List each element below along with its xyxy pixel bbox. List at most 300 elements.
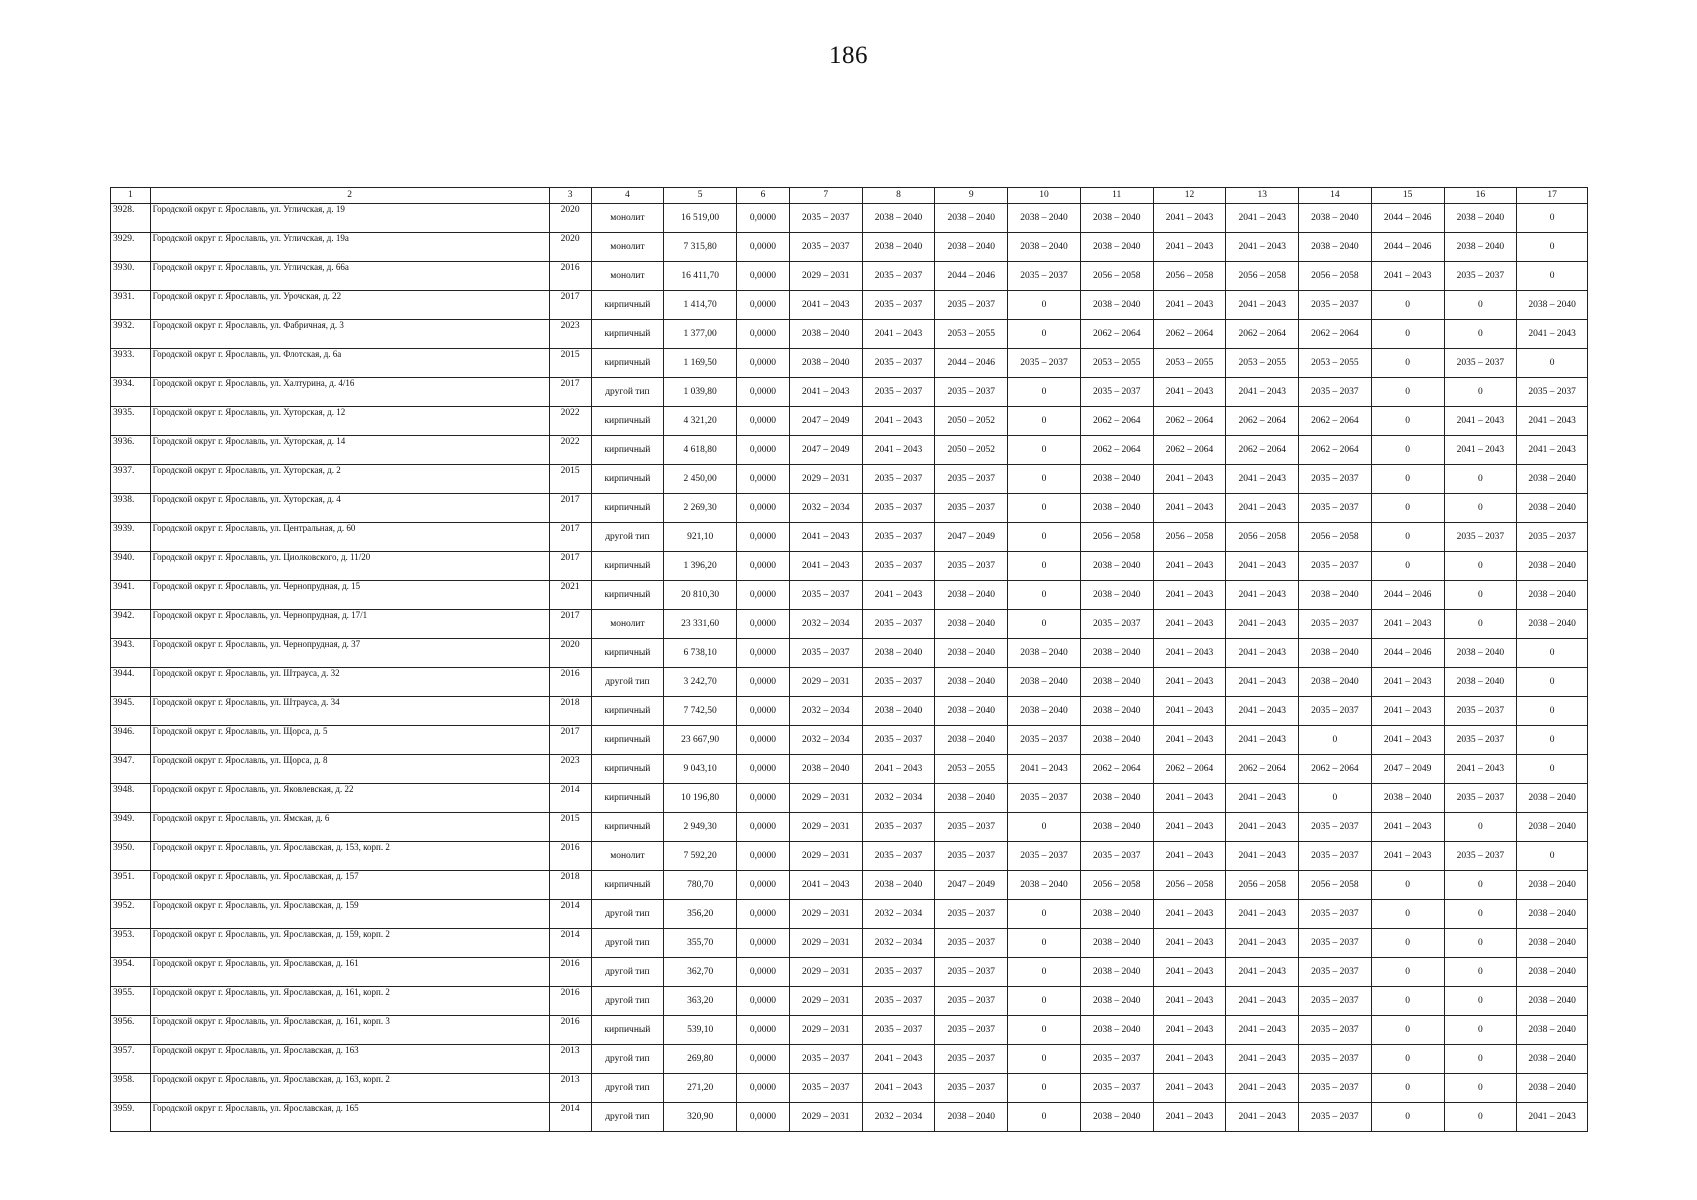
table-cell: 0: [1008, 494, 1081, 523]
table-cell: 2014: [549, 784, 591, 813]
row-number-cell: 3946.: [111, 726, 151, 755]
table-cell: 2035 – 2037: [1299, 842, 1372, 871]
table-row: [111, 987, 1588, 1016]
table-cell: 2041 – 2043: [1153, 929, 1226, 958]
address-cell: Городской округ г. Ярославль, ул. Ярославская, д. 163: [150, 1045, 549, 1074]
address-cell: Городской округ г. Ярославль, ул. Чернопрудная, д. 17/1: [150, 610, 549, 639]
table-cell: 2035 – 2037: [862, 291, 935, 320]
table-cell: 3 242,70: [664, 668, 737, 697]
table-cell: другой тип: [591, 987, 664, 1016]
table-cell: 2014: [549, 929, 591, 958]
address-cell: Городской округ г. Ярославль, ул. Ярославская, д. 157: [150, 871, 549, 900]
table-cell: монолит: [591, 233, 664, 262]
table-cell: 2041 – 2043: [1226, 1016, 1299, 1045]
table-cell: другой тип: [591, 958, 664, 987]
table-cell: 2032 – 2034: [789, 726, 862, 755]
table-cell: кирпичный: [591, 1016, 664, 1045]
address-cell: Городской округ г. Ярославль, ул. Ямская, д. 6: [150, 813, 549, 842]
page-number: 186: [829, 42, 868, 69]
table-cell: 0: [1371, 1074, 1444, 1103]
table-cell: кирпичный: [591, 320, 664, 349]
table-cell: 0: [1008, 436, 1081, 465]
table-cell: 2035 – 2037: [935, 900, 1008, 929]
row-number-cell: 3951.: [111, 871, 151, 900]
table-cell: 2029 – 2031: [789, 1016, 862, 1045]
table-cell: 2035 – 2037: [862, 378, 935, 407]
table-cell: 0: [1444, 320, 1517, 349]
table-cell: 2038 – 2040: [935, 1103, 1008, 1132]
table-cell: 2044 – 2046: [935, 349, 1008, 378]
table-cell: 0: [1008, 523, 1081, 552]
table-cell: 0: [1008, 958, 1081, 987]
address-cell: Городской округ г. Ярославль, ул. Урочская, д. 22: [150, 291, 549, 320]
column-header-9: 9: [935, 188, 1008, 204]
table-row: [111, 813, 1588, 842]
table-cell: 0: [1371, 523, 1444, 552]
table-row: [111, 320, 1588, 349]
table-cell: 0,0000: [737, 726, 790, 755]
table-cell: 2038 – 2040: [1080, 494, 1153, 523]
table-cell: 2035 – 2037: [1008, 784, 1081, 813]
table-cell: 2029 – 2031: [789, 929, 862, 958]
table-cell: 2038 – 2040: [1517, 929, 1588, 958]
table-cell: 0: [1008, 900, 1081, 929]
row-number-cell: 3938.: [111, 494, 151, 523]
address-cell: Городской округ г. Ярославль, ул. Фабричная, д. 3: [150, 320, 549, 349]
table-cell: 2041 – 2043: [1226, 639, 1299, 668]
table-cell: 2062 – 2064: [1226, 755, 1299, 784]
table-cell: 2041 – 2043: [1153, 1016, 1226, 1045]
address-cell: Городской округ г. Ярославль, ул. Ярославская, д. 153, корп. 2: [150, 842, 549, 871]
address-cell: Городской округ г. Ярославль, ул. Хуторская, д. 2: [150, 465, 549, 494]
table-cell: 2013: [549, 1074, 591, 1103]
table-cell: 2032 – 2034: [862, 1103, 935, 1132]
row-number-cell: 3932.: [111, 320, 151, 349]
table-cell: 0: [1517, 639, 1588, 668]
table-cell: 0,0000: [737, 697, 790, 726]
table-cell: 2020: [549, 204, 591, 233]
table-cell: 0,0000: [737, 320, 790, 349]
row-number-cell: 3948.: [111, 784, 151, 813]
table-cell: 2056 – 2058: [1299, 871, 1372, 900]
table-cell: 2038 – 2040: [1299, 639, 1372, 668]
table-cell: 2038 – 2040: [1080, 1103, 1153, 1132]
table-cell: 0,0000: [737, 813, 790, 842]
table-cell: 2023: [549, 320, 591, 349]
table-cell: 363,20: [664, 987, 737, 1016]
address-cell: Городской округ г. Ярославль, ул. Угличская, д. 19а: [150, 233, 549, 262]
table-cell: 2038 – 2040: [1444, 668, 1517, 697]
table-cell: 2062 – 2064: [1080, 320, 1153, 349]
table-cell: 780,70: [664, 871, 737, 900]
address-cell: Городской округ г. Ярославль, ул. Штрауса, д. 34: [150, 697, 549, 726]
table-row: [111, 755, 1588, 784]
table-cell: 2041 – 2043: [1226, 552, 1299, 581]
table-cell: 2062 – 2064: [1299, 320, 1372, 349]
table-row: [111, 523, 1588, 552]
table-cell: 2018: [549, 871, 591, 900]
table-cell: 2041 – 2043: [862, 1074, 935, 1103]
table-cell: 2038 – 2040: [935, 784, 1008, 813]
table-cell: 20 810,30: [664, 581, 737, 610]
table-cell: 2041 – 2043: [1517, 436, 1588, 465]
table-cell: 0: [1517, 726, 1588, 755]
table-cell: 2029 – 2031: [789, 958, 862, 987]
table-cell: 2035 – 2037: [1080, 1045, 1153, 1074]
table-cell: 2038 – 2040: [1517, 813, 1588, 842]
table-cell: 2035 – 2037: [1444, 349, 1517, 378]
table-cell: 2029 – 2031: [789, 987, 862, 1016]
table-cell: 2016: [549, 958, 591, 987]
table-cell: 2035 – 2037: [1299, 929, 1372, 958]
table-cell: 2035 – 2037: [789, 1045, 862, 1074]
table-cell: 2041 – 2043: [789, 378, 862, 407]
table-cell: 0: [1371, 1016, 1444, 1045]
table-cell: 0,0000: [737, 378, 790, 407]
table-cell: 356,20: [664, 900, 737, 929]
table-cell: 2056 – 2058: [1299, 262, 1372, 291]
table-cell: 2062 – 2064: [1299, 755, 1372, 784]
table-cell: 2035 – 2037: [935, 494, 1008, 523]
table-cell: 2038 – 2040: [935, 697, 1008, 726]
table-cell: 0: [1299, 726, 1372, 755]
table-cell: 2041 – 2043: [1153, 291, 1226, 320]
table-cell: 2041 – 2043: [1153, 233, 1226, 262]
table-cell: 0: [1444, 958, 1517, 987]
table-cell: 2014: [549, 1103, 591, 1132]
table-cell: 2035 – 2037: [1444, 523, 1517, 552]
table-cell: кирпичный: [591, 494, 664, 523]
table-cell: 0,0000: [737, 552, 790, 581]
table-cell: 2029 – 2031: [789, 465, 862, 494]
table-cell: 2020: [549, 639, 591, 668]
table-cell: 2038 – 2040: [1080, 784, 1153, 813]
table-cell: 539,10: [664, 1016, 737, 1045]
table-cell: 2041 – 2043: [1153, 958, 1226, 987]
table-cell: 2041 – 2043: [1371, 726, 1444, 755]
table-row: [111, 291, 1588, 320]
column-header-15: 15: [1371, 188, 1444, 204]
table-cell: 0: [1517, 349, 1588, 378]
row-number-cell: 3934.: [111, 378, 151, 407]
column-header-17: 17: [1517, 188, 1588, 204]
table-cell: 2017: [549, 552, 591, 581]
table-cell: 2041 – 2043: [862, 581, 935, 610]
table-cell: 2 949,30: [664, 813, 737, 842]
address-cell: Городской округ г. Ярославль, ул. Яковлевская, д. 22: [150, 784, 549, 813]
table-cell: 2062 – 2064: [1080, 436, 1153, 465]
table-cell: 0,0000: [737, 204, 790, 233]
table-cell: 2038 – 2040: [1008, 871, 1081, 900]
table-cell: 2053 – 2055: [1080, 349, 1153, 378]
table-cell: 2035 – 2037: [1080, 842, 1153, 871]
table-cell: 2018: [549, 697, 591, 726]
column-header-8: 8: [862, 188, 935, 204]
table-cell: 0: [1371, 407, 1444, 436]
row-number-cell: 3956.: [111, 1016, 151, 1045]
row-number-cell: 3959.: [111, 1103, 151, 1132]
table-row: [111, 465, 1588, 494]
row-number-cell: 3945.: [111, 697, 151, 726]
table-cell: 2038 – 2040: [935, 204, 1008, 233]
table-cell: 2062 – 2064: [1080, 755, 1153, 784]
table-cell: 2041 – 2043: [1153, 1045, 1226, 1074]
table-cell: 2016: [549, 262, 591, 291]
table-cell: другой тип: [591, 668, 664, 697]
table-row: [111, 668, 1588, 697]
row-number-cell: 3957.: [111, 1045, 151, 1074]
table-cell: другой тип: [591, 929, 664, 958]
address-cell: Городской округ г. Ярославль, ул. Ярославская, д. 159: [150, 900, 549, 929]
table-cell: 2035 – 2037: [789, 639, 862, 668]
address-cell: Городской округ г. Ярославль, ул. Ярославская, д. 163, корп. 2: [150, 1074, 549, 1103]
row-number-cell: 3953.: [111, 929, 151, 958]
table-cell: 269,80: [664, 1045, 737, 1074]
table-cell: 2035 – 2037: [862, 813, 935, 842]
table-cell: 0: [1444, 1103, 1517, 1132]
table-cell: кирпичный: [591, 755, 664, 784]
table-cell: 0: [1444, 378, 1517, 407]
table-cell: 2050 – 2052: [935, 407, 1008, 436]
table-cell: 0,0000: [737, 929, 790, 958]
table-cell: 2038 – 2040: [1080, 233, 1153, 262]
table-cell: 16 519,00: [664, 204, 737, 233]
table-cell: 2062 – 2064: [1299, 407, 1372, 436]
table-cell: 2062 – 2064: [1153, 407, 1226, 436]
row-number-cell: 3954.: [111, 958, 151, 987]
table-cell: 2032 – 2034: [789, 610, 862, 639]
table-cell: 2041 – 2043: [862, 436, 935, 465]
table-cell: 0: [1008, 378, 1081, 407]
table-row: [111, 378, 1588, 407]
table-cell: 921,10: [664, 523, 737, 552]
table-cell: 2035 – 2037: [1080, 1074, 1153, 1103]
table-cell: 2041 – 2043: [1444, 755, 1517, 784]
table-cell: 2041 – 2043: [1226, 784, 1299, 813]
table-cell: 2056 – 2058: [1153, 871, 1226, 900]
table-cell: 0,0000: [737, 1074, 790, 1103]
address-cell: Городской округ г. Ярославль, ул. Угличская, д. 19: [150, 204, 549, 233]
table-cell: 0: [1371, 291, 1444, 320]
table-cell: монолит: [591, 610, 664, 639]
table-cell: 2035 – 2037: [862, 1016, 935, 1045]
table-cell: 2035 – 2037: [1299, 1103, 1372, 1132]
table-cell: 2035 – 2037: [862, 958, 935, 987]
table-cell: 0: [1444, 871, 1517, 900]
address-cell: Городской округ г. Ярославль, ул. Угличская, д. 66а: [150, 262, 549, 291]
table-cell: 0,0000: [737, 1045, 790, 1074]
table-cell: 2056 – 2058: [1226, 262, 1299, 291]
table-cell: 2038 – 2040: [1517, 1045, 1588, 1074]
table-cell: 2041 – 2043: [1371, 668, 1444, 697]
table-cell: 2056 – 2058: [1080, 262, 1153, 291]
column-header-16: 16: [1444, 188, 1517, 204]
table-cell: кирпичный: [591, 784, 664, 813]
address-cell: Городской округ г. Ярославль, ул. Халтурина, д. 4/16: [150, 378, 549, 407]
table-cell: кирпичный: [591, 407, 664, 436]
table-row: [111, 958, 1588, 987]
table-row: [111, 639, 1588, 668]
table-cell: 2022: [549, 407, 591, 436]
table-cell: 2038 – 2040: [1517, 900, 1588, 929]
table-cell: 0: [1371, 465, 1444, 494]
table-cell: 0: [1517, 233, 1588, 262]
table-cell: 2038 – 2040: [1517, 958, 1588, 987]
address-cell: Городской округ г. Ярославль, ул. Штрауса, д. 32: [150, 668, 549, 697]
table-cell: 2038 – 2040: [1517, 784, 1588, 813]
table-cell: 2029 – 2031: [789, 262, 862, 291]
table-cell: 2038 – 2040: [789, 755, 862, 784]
table-cell: 2053 – 2055: [1153, 349, 1226, 378]
table-cell: 2041 – 2043: [1153, 581, 1226, 610]
table-cell: 2041 – 2043: [1153, 784, 1226, 813]
table-cell: кирпичный: [591, 581, 664, 610]
table-cell: 2013: [549, 1045, 591, 1074]
table-cell: 0: [1517, 668, 1588, 697]
table-cell: 2035 – 2037: [935, 465, 1008, 494]
table-cell: 0: [1371, 436, 1444, 465]
row-number-cell: 3929.: [111, 233, 151, 262]
row-number-cell: 3931.: [111, 291, 151, 320]
table-cell: 2023: [549, 755, 591, 784]
table-cell: 320,90: [664, 1103, 737, 1132]
table-cell: 2035 – 2037: [1517, 378, 1588, 407]
table-cell: 2041 – 2043: [1226, 697, 1299, 726]
table-cell: 2041 – 2043: [1153, 378, 1226, 407]
table-cell: 2035 – 2037: [1299, 378, 1372, 407]
table-cell: 2056 – 2058: [1226, 871, 1299, 900]
table-cell: 2035 – 2037: [935, 987, 1008, 1016]
table-cell: 2056 – 2058: [1226, 523, 1299, 552]
row-number-cell: 3947.: [111, 755, 151, 784]
table-cell: 2062 – 2064: [1153, 320, 1226, 349]
column-header-12: 12: [1153, 188, 1226, 204]
table-cell: 0: [1444, 552, 1517, 581]
table-cell: 2035 – 2037: [935, 1016, 1008, 1045]
table-cell: 2062 – 2064: [1153, 436, 1226, 465]
table-cell: 2041 – 2043: [1226, 1045, 1299, 1074]
table-cell: 0: [1371, 987, 1444, 1016]
table-cell: 2044 – 2046: [935, 262, 1008, 291]
table-cell: 2038 – 2040: [1080, 900, 1153, 929]
table-cell: 2041 – 2043: [1153, 726, 1226, 755]
table-cell: 2041 – 2043: [1153, 1103, 1226, 1132]
table-cell: 0: [1008, 813, 1081, 842]
table-row: [111, 1016, 1588, 1045]
table-cell: 2035 – 2037: [789, 233, 862, 262]
table-cell: 2035 – 2037: [935, 378, 1008, 407]
table-row: [111, 900, 1588, 929]
table-cell: 2035 – 2037: [1517, 523, 1588, 552]
table-cell: 0: [1371, 1103, 1444, 1132]
table-cell: монолит: [591, 842, 664, 871]
address-cell: Городской округ г. Ярославль, ул. Центральная, д. 60: [150, 523, 549, 552]
table-cell: 0,0000: [737, 349, 790, 378]
table-cell: 2038 – 2040: [862, 204, 935, 233]
table-cell: 4 321,20: [664, 407, 737, 436]
table-row: [111, 871, 1588, 900]
column-header-4: 4: [591, 188, 664, 204]
table-cell: 2038 – 2040: [1080, 1016, 1153, 1045]
table-cell: 2041 – 2043: [789, 552, 862, 581]
table-cell: 1 396,20: [664, 552, 737, 581]
table-header: [111, 188, 1588, 204]
table-cell: кирпичный: [591, 697, 664, 726]
table-cell: 2035 – 2037: [935, 813, 1008, 842]
table-cell: 2022: [549, 436, 591, 465]
table-cell: 2041 – 2043: [1226, 204, 1299, 233]
table-cell: кирпичный: [591, 349, 664, 378]
table-cell: 0: [1008, 1074, 1081, 1103]
table-cell: 2038 – 2040: [789, 320, 862, 349]
table-cell: 2041 – 2043: [862, 755, 935, 784]
table-cell: 2056 – 2058: [1299, 523, 1372, 552]
table-cell: 2015: [549, 349, 591, 378]
table-cell: 2041 – 2043: [862, 1045, 935, 1074]
row-number-cell: 3930.: [111, 262, 151, 291]
table-cell: 2029 – 2031: [789, 842, 862, 871]
column-number-row: [111, 188, 1588, 204]
table-cell: 2038 – 2040: [935, 668, 1008, 697]
table-cell: 0: [1444, 987, 1517, 1016]
row-number-cell: 3958.: [111, 1074, 151, 1103]
table-cell: 2038 – 2040: [1080, 726, 1153, 755]
table-cell: 0: [1371, 378, 1444, 407]
table-cell: 2032 – 2034: [862, 929, 935, 958]
address-cell: Городской округ г. Ярославль, ул. Флотская, д. 6а: [150, 349, 549, 378]
table-cell: 0: [1008, 407, 1081, 436]
table-cell: 2041 – 2043: [1153, 987, 1226, 1016]
table-cell: 2032 – 2034: [789, 697, 862, 726]
table-cell: 1 377,00: [664, 320, 737, 349]
address-cell: Городской округ г. Ярославль, ул. Циолковского, д. 11/20: [150, 552, 549, 581]
table-cell: 1 169,50: [664, 349, 737, 378]
column-header-13: 13: [1226, 188, 1299, 204]
table-cell: 2038 – 2040: [1080, 668, 1153, 697]
table-cell: 2041 – 2043: [1517, 407, 1588, 436]
table-cell: 2038 – 2040: [1080, 697, 1153, 726]
row-number-cell: 3955.: [111, 987, 151, 1016]
table-cell: 2035 – 2037: [1080, 610, 1153, 639]
table-cell: 0,0000: [737, 465, 790, 494]
table-row: [111, 233, 1588, 262]
table-cell: 2038 – 2040: [1517, 1016, 1588, 1045]
table-row: [111, 726, 1588, 755]
table-body: [111, 204, 1588, 1132]
table-row: [111, 436, 1588, 465]
table-cell: 10 196,80: [664, 784, 737, 813]
table-cell: 2035 – 2037: [1299, 697, 1372, 726]
table-cell: 0,0000: [737, 523, 790, 552]
table-cell: 2035 – 2037: [935, 842, 1008, 871]
table-cell: 2041 – 2043: [1153, 900, 1226, 929]
table-cell: 2038 – 2040: [935, 581, 1008, 610]
table-cell: 16 411,70: [664, 262, 737, 291]
table-cell: кирпичный: [591, 465, 664, 494]
column-header-6: 6: [737, 188, 790, 204]
table-cell: 2041 – 2043: [789, 871, 862, 900]
table-cell: 2029 – 2031: [789, 668, 862, 697]
table-cell: 2017: [549, 291, 591, 320]
table-row: [111, 697, 1588, 726]
table-cell: 2038 – 2040: [862, 697, 935, 726]
table-cell: 2035 – 2037: [862, 262, 935, 291]
table-cell: 2016: [549, 987, 591, 1016]
table-cell: 0: [1444, 813, 1517, 842]
table-cell: 2038 – 2040: [1517, 552, 1588, 581]
table-cell: кирпичный: [591, 726, 664, 755]
table-cell: 2056 – 2058: [1153, 262, 1226, 291]
